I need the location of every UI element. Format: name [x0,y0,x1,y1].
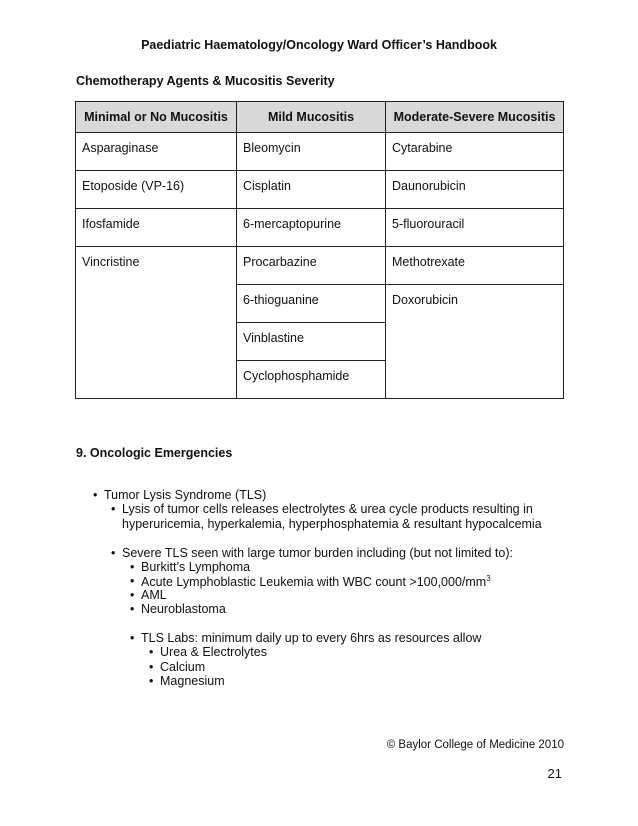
table-cell: Vinblastine [237,323,386,361]
table-cell: Vincristine [76,247,237,399]
column-header-minimal: Minimal or No Mucositis [76,102,237,133]
superscript: 3 [486,574,491,583]
list-item-continuation: hyperuricemia, hyperkalemia, hyperphosphatemia & resultant hypocalcemia [122,517,542,531]
table-row [76,247,564,285]
page-number: 21 [547,766,562,781]
table-cell: Cisplatin [237,171,386,209]
list-item: • Severe TLS seen with large tumor burden including (but not limited to): [122,546,513,560]
list-item: • Acute Lymphoblastic Leukemia with WBC count $>100,000/mm^3$ [141,574,491,589]
table-cell: 6-thioguanine [237,285,386,323]
chemo-section-title: Chemotherapy Agents & Mucositis Severity [76,74,335,88]
page-header-title: Paediatric Haematology/Oncology Ward Officer’s Handbook [141,38,497,52]
table-row [76,171,564,209]
column-header-moderate: Moderate-Severe Mucositis [386,102,564,133]
list-item: • Calcium [160,660,205,674]
oncologic-emergencies-title: 9. Oncologic Emergencies [76,446,233,460]
footer-copyright: © Baylor College of Medicine 2010 [386,739,564,751]
table-row [76,209,564,247]
list-item: • TLS Labs: minimum daily up to every 6hrs as resources allow [141,631,481,645]
list-item: • Magnesium [160,674,225,688]
table-cell: Daunorubicin [386,171,564,209]
list-item: • Burkitt’s Lymphoma [141,560,250,574]
column-header-mild: Mild Mucositis [237,102,386,133]
table-cell: Bleomycin [237,133,386,171]
table-cell: Asparaginase [76,133,237,171]
table-cell: 6-mercaptopurine [237,209,386,247]
table-cell: 5-fluorouracil [386,209,564,247]
table-cell: Etoposide (VP-16) [76,171,237,209]
list-item: • Urea & Electrolytes [160,645,267,659]
list-item: • Tumor Lysis Syndrome (TLS) [104,488,266,502]
table-row [76,133,564,171]
table-cell: Doxorubicin [386,285,564,399]
table-cell: Procarbazine [237,247,386,285]
table-cell: Cyclophosphamide [237,361,386,399]
list-item: • AML [141,588,167,602]
table-cell: Methotrexate [386,247,564,285]
list-item: • Neuroblastoma [141,602,226,616]
table-cell: Cytarabine [386,133,564,171]
list-item: • Lysis of tumor cells releases electrolytes & urea cycle products resulting in [122,502,533,516]
chemo-mucositis-table [75,101,564,399]
table-cell: Ifosfamide [76,209,237,247]
